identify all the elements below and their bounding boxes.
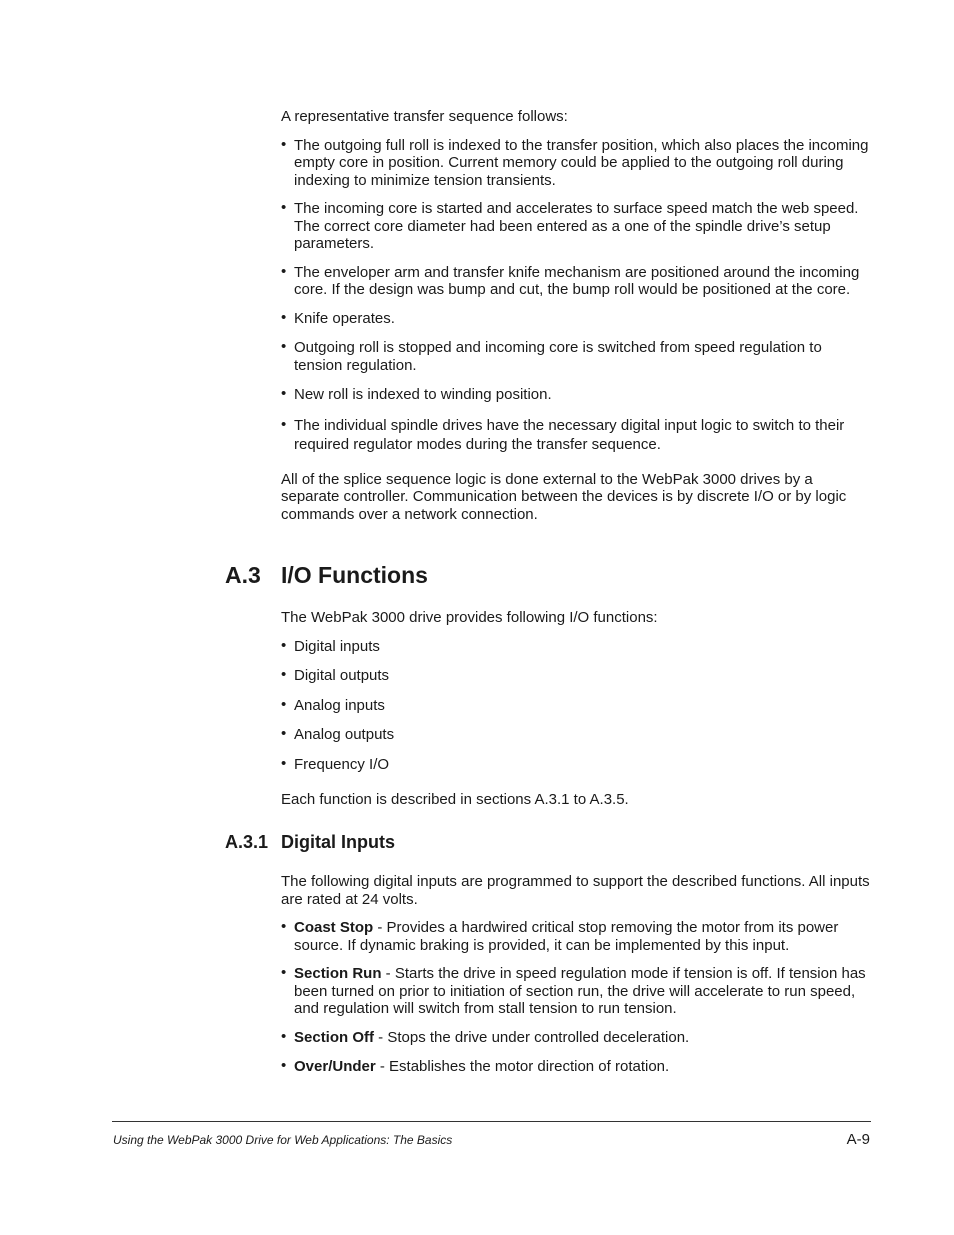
item-desc: - Provides a hardwired critical stop removing the motor from its power source. If dynamic braking is provided, it can be implemented by this input. [294,919,839,954]
io-bullet-list [281,638,871,774]
io-functions-block [281,609,871,809]
section-number: A.3.1 [225,832,269,852]
list-item: • Knife operates. [281,310,871,328]
list-item: • The outgoing full roll is indexed to the transfer position, which also places the incoming empty core in position. Current memory could be applied to the outgoing roll during indexing to minimize tension transients. [281,137,871,190]
list-item [281,1029,871,1047]
item-desc: - Stops the drive under controlled deceleration. [374,1028,690,1046]
item-term: Over/Under [294,1058,376,1075]
page-number: A-9 [846,1131,870,1148]
list-item [281,1058,871,1076]
section-number: A.3 [225,562,261,588]
list-item: • Outgoing roll is stopped and incoming core is switched from speed regulation to tension regulation. [281,339,871,374]
digital-inputs-intro: The following digital inputs are programmed to support the described functions. All inputs are rated at 24 volts. [281,873,870,908]
transfer-closing: All of the splice sequence logic is done external to the WebPak 3000 drives by a separate controller. Communication between the devices is by discrete I/O or by logic commands over a network connection. [281,470,847,523]
footer-title: Using the WebPak 3000 Drive for Web Applications: The Basics [113,1133,453,1147]
list-item: • The individual spindle drives have the necessary digital input logic to switch to their required regulator modes during the transfer sequence. [281,416,871,454]
section-heading-a31 [225,832,395,853]
list-item: • Digital inputs [281,638,871,656]
io-closing: Each function is described in sections A.3.1 to A.3.5. [281,791,629,808]
transfer-intro: A representative transfer sequence follows: [281,108,568,125]
list-item: • Digital outputs [281,667,871,685]
item-term: Coast Stop [294,919,374,936]
section-title: I/O Functions [281,562,428,588]
item-term: Section Run [294,965,382,982]
list-item [281,965,871,1018]
transfer-bullet-list [281,137,871,454]
item-term: Section Off [294,1028,375,1046]
list-item: • The enveloper arm and transfer knife mechanism are positioned around the incoming core. If the design was bump and cut, the bump roll would be positioned at the core. [281,264,871,299]
transfer-sequence-block [281,108,871,523]
footer-divider [112,1121,871,1122]
io-intro: The WebPak 3000 drive provides following I/O functions: [281,609,658,626]
list-item: • New roll is indexed to winding position. [281,386,871,404]
list-item [281,919,871,954]
digital-inputs-list [281,919,871,1076]
list-item: • Analog inputs [281,697,871,715]
item-desc: - Starts the drive in speed regulation mode if tension is off. If tension has been turned on prior to initiation of section run, the drive will accelerate to run speed, and regulation will switch from stall tension to run tension. [294,965,866,1017]
list-item: • The incoming core is started and accelerates to surface speed match the web speed. The correct core diameter had been entered as a one of the spindle drive’s setup parameters. [281,200,871,253]
section-heading-a3 [225,562,428,588]
item-desc: - Establishes the motor direction of rotation. [375,1058,670,1075]
list-item: • Analog outputs [281,726,871,744]
digital-inputs-block [281,873,871,1076]
list-item: • Frequency I/O [281,756,871,774]
section-title: Digital Inputs [281,832,395,852]
